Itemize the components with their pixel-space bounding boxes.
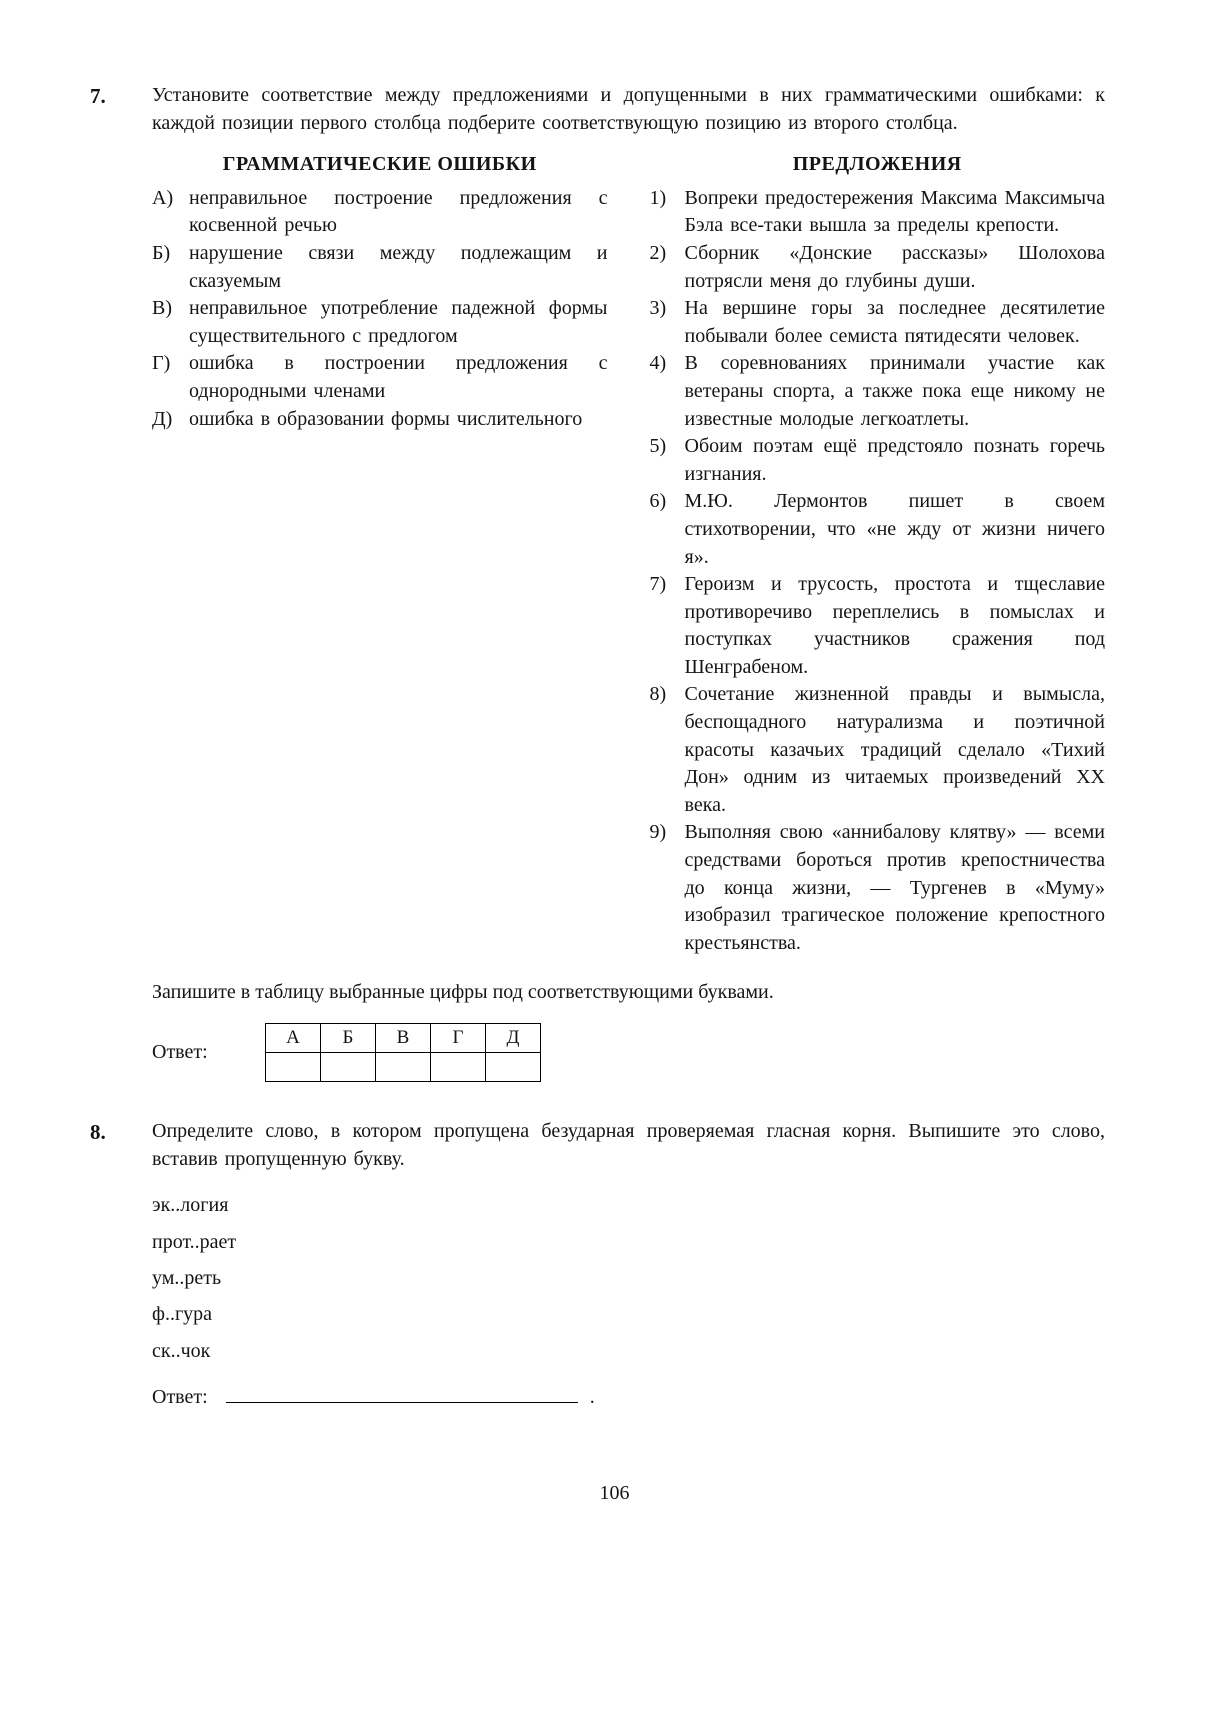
sentence-text: Сочетание жизненной правды и вымысла, беспощадного натурализма и поэтичной красоты казачьих традиций сделало «Тихий Дон» одним из читаемых произведений XX века. (684, 683, 1105, 816)
answer-label: Ответ: (152, 1386, 208, 1409)
sentence-label: 2) (649, 241, 667, 264)
sentence-label: 9) (649, 821, 667, 844)
sentence-item (650, 488, 1106, 571)
sentence-text: Героизм и трусость, простота и тщеславие противоречиво переплелись в помыслах и поступках участников сражения под Шенграбеном. (684, 573, 1105, 678)
error-label: Д) (152, 407, 173, 430)
write-instruction: Запишите в таблицу выбранные цифры под соответствующими буквами. (152, 981, 774, 1004)
answer-column-header: Д (486, 1024, 541, 1053)
sentence-text: М.Ю. Лермонтов пишет в своем стихотворении, что «не жду от жизни ничего я». (684, 490, 1105, 568)
sentence-item (650, 350, 1106, 433)
sentence-label: 8) (649, 683, 667, 706)
answer-table-header-row (266, 1024, 541, 1053)
task-8-intro: Определите слово, в котором пропущена безударная проверяемая гласная корня. Выпишите это слово, вставив пропущенную букву. (152, 1120, 1105, 1170)
error-text: неправильное употребление падежной формы существительного с предлогом (189, 297, 608, 347)
error-label: Г) (152, 352, 171, 375)
task-7 (90, 82, 1105, 1082)
error-text: ошибка в образовании формы числительного (189, 407, 583, 430)
error-item (152, 240, 608, 295)
sentence-item (650, 819, 1106, 957)
errors-column (152, 151, 608, 957)
answer-cell (431, 1053, 486, 1082)
sentence-item (650, 295, 1106, 350)
word-item: ф..гура (152, 1303, 213, 1326)
answer-column-header: Г (431, 1024, 486, 1053)
sentence-label: 1) (649, 186, 667, 209)
answer-cell (321, 1053, 376, 1082)
sentence-label: 5) (649, 435, 667, 458)
word-item: ум..реть (152, 1266, 222, 1289)
error-text: нарушение связи между подлежащим и сказуемым (189, 241, 608, 292)
answer-column-header: А (266, 1024, 321, 1053)
sentence-text: На вершине горы за последнее десятилетие побывали более семиста пятидесяти человек. (684, 297, 1105, 347)
answer-cell (376, 1053, 431, 1082)
sentence-label: 6) (649, 490, 667, 513)
sentences-column (650, 151, 1106, 957)
answer-column-header: В (376, 1024, 431, 1053)
errors-column-header: ГРАММАТИЧЕСКИЕ ОШИБКИ (222, 153, 537, 176)
answer-table (265, 1023, 541, 1082)
task-8 (90, 1118, 1105, 1412)
sentence-item (650, 433, 1106, 488)
word-item: эк..логия (152, 1194, 229, 1217)
task-7-answer-row (152, 1023, 1105, 1082)
sentence-label: 7) (649, 573, 667, 596)
answer-cell (266, 1053, 321, 1082)
error-label: Б) (152, 241, 171, 264)
sentence-item (650, 185, 1106, 240)
error-item (152, 350, 608, 405)
answer-column-header: Б (321, 1024, 376, 1053)
error-label: А) (152, 186, 174, 209)
task-8-answer-row (152, 1383, 1105, 1412)
error-item (152, 185, 608, 240)
sentence-text: Выполняя свою «аннибалову клятву» — всеми средствами бороться против крепостничества до конца жизни, — Тургенев в «Муму» изобразил трагическое положение крепостного крестьянства. (684, 821, 1105, 954)
error-label: В) (152, 297, 172, 320)
error-item (152, 406, 608, 434)
task-7-number: 7. (90, 84, 106, 108)
sentence-text: В соревнованиях принимали участие как ветераны спорта, а также пока еще никому не известные молодые легкоатлеты. (684, 352, 1105, 430)
answer-blank-line (226, 1383, 578, 1403)
task-8-number: 8. (90, 1120, 106, 1144)
sentence-text: Сборник «Донские рассказы» Шолохова потрясли меня до глубины души. (684, 241, 1105, 292)
word-list (152, 1187, 1105, 1369)
sentence-text: Обоим поэтам ещё предстояло познать горечь изгнания. (684, 435, 1105, 485)
word-item: прот..рает (152, 1230, 237, 1253)
sentence-text: Вопреки предостережения Максима Максимыча Бэла все-таки вышла за пределы крепости. (684, 186, 1105, 237)
answer-cell (486, 1053, 541, 1082)
sentence-item (650, 240, 1106, 295)
sentence-label: 4) (649, 352, 667, 375)
error-text: неправильное построение предложения с косвенной речью (189, 186, 608, 237)
matching-columns (152, 151, 1105, 957)
answer-table-empty-row (266, 1053, 541, 1082)
sentences-column-header: ПРЕДЛОЖЕНИЯ (792, 153, 962, 176)
error-text: ошибка в построении предложения с однородными членами (189, 352, 608, 402)
task-7-intro: Установите соответствие между предложениями и допущенными в них грамматическими ошибками: к каждой позиции первого столбца подберите соответствующую позицию из второго столбца. (152, 84, 1105, 134)
sentence-item (650, 681, 1106, 819)
sentence-label: 3) (649, 297, 667, 320)
answer-label: Ответ: (152, 1040, 208, 1063)
error-item (152, 295, 608, 350)
page-number: 106 (599, 1482, 630, 1504)
answer-suffix: . (589, 1386, 595, 1409)
sentence-item (650, 571, 1106, 681)
word-item: ск..чок (152, 1339, 211, 1362)
